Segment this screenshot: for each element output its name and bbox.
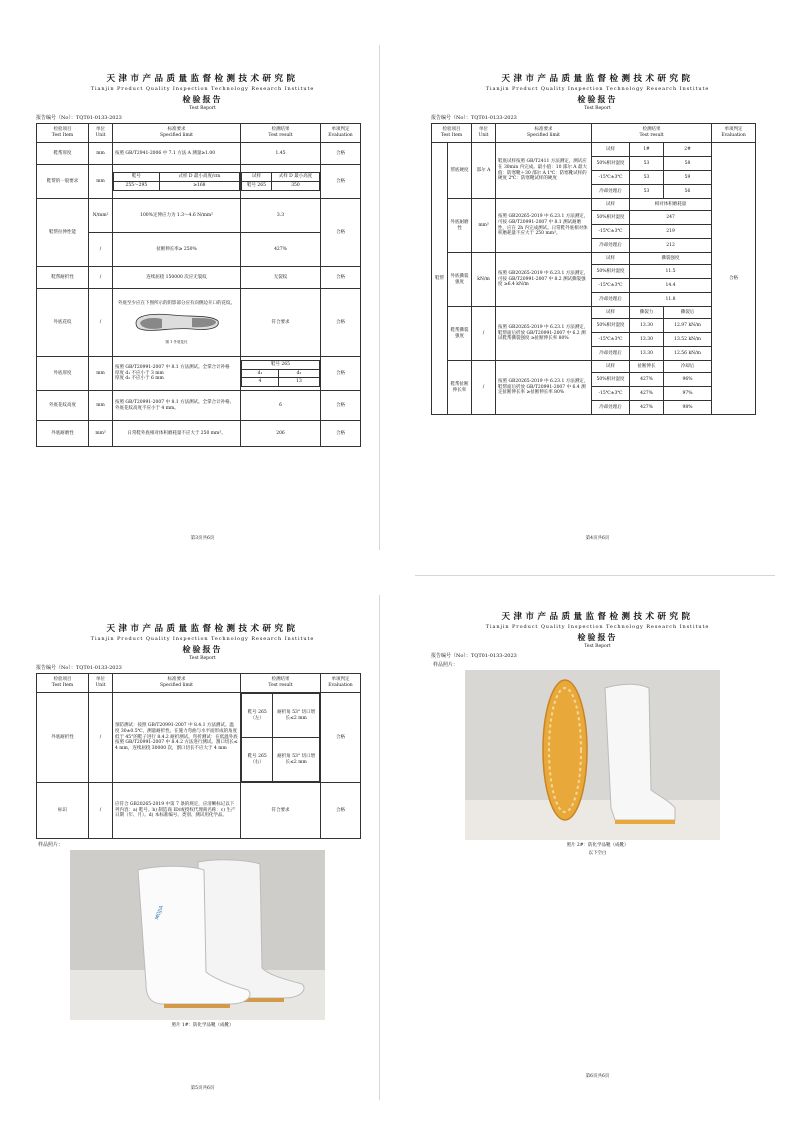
report-title: 检验报告: [182, 644, 223, 654]
report-number: 报告编号（No）：TQT01-0133-2023: [431, 115, 517, 121]
table-row: 鞋帮的一般要求 mm 鞋号 式样 D 最小高度/cm 255～295 ≥168 试样 式样 D 最小高度 鞋号 265 350 合格: [37, 165, 361, 199]
header-cell: 检测结果 Test result: [241, 674, 321, 693]
table-row: 鞋帮厚度 mm 按照 GB/T2941-2006 中 7.1 方法 A 测量≥1.00 1.45 合格: [37, 143, 361, 165]
table-row: 外底耐磨性 mm³ 按照 GB20265-2019 中 6.23.1 方法测定，可按 GB/T20991-2007 中 8.1 测试耐磨性，应在 2h 内完成测试。日常鞋外底相对体积磨耗量不应大于 250 mm³。 试样 相对体积磨耗量: [432, 199, 756, 211]
institute-name: 天津市产品质量监督检测技术研究院: [106, 74, 299, 84]
table-row: 鞋帮 帮底硬度 邵尔 A 鞋底试样按照 GB/T2411 方法测定，测试应在 30min 内完成。最小值：10 邵尔 A 最大值：防寒靴＋30 邵尔 A 1℃：防寒靴试样的硬度 2℃：防寒靴试样的硬度 试样 1# 2# 合格: [432, 143, 756, 157]
page-header: [30, 72, 375, 111]
page-footer: 第5页共6页: [190, 1086, 215, 1091]
table-row: 外底花纹高度 mm 按照 GB/T20991-2007 中 8.1 方法测试。全掌合计补格。外底花纹高度不应小于 4 mm。 6 合格: [37, 391, 361, 421]
header-cell: 检测结果 Test result: [241, 124, 321, 143]
page-footer: 第6页共6页: [585, 1074, 610, 1079]
report-number: 报告编号（No）：TQT01-0133-2023: [36, 115, 122, 121]
outsole-diagram: [132, 307, 222, 337]
report-number: 报告编号（No）：TQT01-0133-2023: [431, 653, 517, 659]
page-header: [30, 622, 375, 661]
page-header: [425, 72, 770, 111]
table-header-row: [37, 674, 361, 693]
institute-name-en: Tianjin Product Quality Inspection Technology Research Institute: [90, 636, 315, 642]
report-title-en: Test Report: [584, 106, 611, 111]
report-title: 检验报告: [577, 94, 618, 104]
table-row: 外底耐折性 / 预防测试：按照 GB/T20991-2007 中 8.4.1 方法测试。温度 30±0.5℃，测量耐折性。在施力弯曲与水平面形成的角度低于 45°的鞋子进行 8.4.2 耐折测试。弯折测试：在低温外底按照 GB/T20991-2007 中 8.4.2 方法进行测试。割口切长≤ 4 mm，连续屈挠 30000 次，割口切长不应大于 4 mm 鞋号 265（左） 耐折角 53° 切口增长≤2 mm 鞋号 265（右） 耐折角 53° 切口增长≤2 mm 合格: [37, 693, 361, 783]
photo-caption: 照片 1#：防化学品靴（成靴）: [171, 1023, 234, 1028]
sub-table: 鞋号 265（左） 耐折角 53° 切口增长≤2 mm 鞋号 265（右） 耐折角 53° 切口增长≤2 mm: [241, 693, 320, 782]
test-results-table: [36, 673, 361, 839]
institute-name: 天津市产品质量监督检测技术研究院: [501, 74, 694, 84]
report-page-6: [425, 578, 770, 1093]
header-cell: 检验项目 Test Item: [432, 124, 472, 143]
table-header-row: [37, 124, 361, 143]
header-cell: 检验项目 Test Item: [37, 674, 89, 693]
report-title-en: Test Report: [189, 106, 216, 111]
header-cell: 单位 Unit: [89, 124, 113, 143]
institute-name-en: Tianjin Product Quality Inspection Technology Research Institute: [90, 86, 315, 92]
table-row: 外底花纹 / 外底至少应在下图所示的阴影部分应有向侧边开口的花纹。 图 1 外底花纹 符合要求 合格: [37, 289, 361, 357]
sub-table: 试样 式样 D 最小高度 鞋号 265 350: [241, 172, 320, 191]
boot-photo-2: [465, 670, 720, 840]
table-row: 外底撕裂强度 kN/m 按照 GB20265-2019 中 6.23.1 方法测定，可按 GB/T20991-2007 中 8.2 测试撕裂强度 ≥6.4 kN/m 试样 撕裂强度: [432, 253, 756, 265]
table-row: 外底厚度 mm 按照 GB/T20991-2007 中 8.1 方法测试。全掌合计补格 厚度 d₁ 不应小于 3 mm 厚度 d₂ 不应小于 6 mm 鞋号 265 d₁ d₂ 4 13 合格: [37, 357, 361, 391]
table-header-row: [432, 124, 756, 143]
report-page-5: [30, 590, 375, 1105]
svg-text:MOJIA: MOJIA: [154, 904, 165, 921]
header-cell: 检验项目 Test Item: [37, 124, 89, 143]
sub-table: 鞋号 式样 D 最小高度/cm 255～295 ≥168: [113, 172, 240, 191]
photo-caption: 照片 2#：防化学品靴（成靴）: [566, 843, 629, 848]
report-page-4: [425, 40, 770, 555]
table-row: 鞋帮撕裂强度 / 按照 GB20265-2019 中 6.23.1 方法测定，鞋帮面后折放 GB/T20991-2007 中 6.2 测试鞋帮撕裂强度 ≥扯断伸长率 80% 试样 撕裂力 撕裂后: [432, 307, 756, 319]
table-row: 鞋帮扯断伸长率 / 按照 GB20265-2019 中 6.23.1 方法测定，鞋帮面后折放 GB/T20991-2007 中 6.4 测定扯断伸长率 ≥扯断伸长率 80% 试样 扯断伸长 冷却后: [432, 361, 756, 373]
evaluation-cell: 合格: [712, 143, 756, 415]
header-cell: 标准要求 Specified limit: [113, 124, 241, 143]
page-divider: [379, 595, 380, 1100]
page-header: [425, 610, 770, 649]
table-row: / 扯断伸长率≥ 250% 427%: [37, 233, 361, 267]
institute-name-en: Tianjin Product Quality Inspection Technology Research Institute: [485, 86, 710, 92]
group-label: 鞋帮: [432, 143, 448, 415]
header-cell: 标准要求 Specified limit: [496, 124, 592, 143]
table-row: 鞋帮拉伸性能 N/mm² 100%定伸应力为 1.3～4.6 N/mm² 3.3 合格: [37, 199, 361, 233]
test-results-table: [36, 123, 361, 447]
header-cell: 单项判定 Evaluation: [712, 124, 756, 143]
photo-label: 样品照片：: [38, 842, 64, 848]
header-cell: 单位 Unit: [472, 124, 496, 143]
report-page-3: [30, 40, 375, 555]
table-row: 外底耐磨性 mm³ 日常鞋外底相对体积磨耗量不应大于 250 mm³。 206 合格: [37, 421, 361, 447]
test-results-table: 检验项目 Test Item 单位 Unit 标准要求 Specified limit 检测结果 Test result 单项判定 Evaluation 鞋帮 帮底硬度 邵尔 A 鞋底试样按照 GB/T2411 方法测定，测试应在 30min 内完成。最小值：10 邵尔 A 最大值：防寒靴＋30 邵尔 A 1℃：防寒靴试样的硬度 2℃：防寒靴试样的硬度 试样 1# 2# 合格 50%相对湿度 53 58 -15℃±3℃ 53 59 冷却处理后 53 56 外底耐磨性 mm³ 按照 GB20265-2019 中 6.23.1 方法测定，可按 GB/T20991-2007 中 8.1 测试耐磨性，应在 2h 内完成测试。日常鞋外底相对体积磨耗量不应大于 250 mm³。 试样 相对体积磨耗量 50%相对湿度 247 -15℃±3℃ 219 冷却处理后 212 外底撕裂强度 kN/m 按照 GB20265-2019 中 6.23.1 方法测定，可按 GB/T20991-2007 中 8.2 测试撕裂强度 ≥6.4 kN/m 试样 撕裂强度 50%相对湿度 11.5 -15℃±3℃ 14.4 冷却处理后 11.8 鞋帮撕裂强度 / 按照 GB20265-2019 中 6.23.1 方法测定，鞋帮面后折放 GB/T20991-2007 中 6.2 测试鞋帮撕裂强度 ≥扯断伸长率 80% 试样 撕裂力 撕裂后 50%相对湿度 13.30 12.97 kN/m -15℃±3℃ 13.30 13.52 kN/m 冷却处理后 13.30 12.56 kN/m 鞋帮扯断伸长率 / 按照 GB20265-2019 中 6.23.1 方法测定，鞋帮面后折放 GB/T20991-2007 中 6.4 测定扯断伸长率 ≥扯断伸长率 80% 试样 扯断伸长 冷却后 50%相对湿度 427% 96% -15℃±3℃ 427% 97% 冷却处理后 427% 98%: [431, 123, 756, 415]
report-title-en: Test Report: [584, 644, 611, 649]
boot-photo-1: [70, 850, 325, 1020]
header-cell: 单项判定 Evaluation: [321, 674, 361, 693]
header-cell: 检测结果 Test result: [592, 124, 712, 143]
blank-notice: 以下空白: [588, 851, 607, 856]
page-footer: 第4页共6页: [585, 536, 610, 541]
header-cell: 单位 Unit: [89, 674, 113, 693]
institute-name: 天津市产品质量监督检测技术研究院: [501, 612, 694, 622]
report-number: 报告编号（No）：TQT01-0133-2023: [36, 665, 122, 671]
page-divider: [379, 45, 380, 550]
institute-name: 天津市产品质量监督检测技术研究院: [106, 624, 299, 634]
page-divider: [415, 575, 775, 576]
header-cell: 单项判定 Evaluation: [321, 124, 361, 143]
report-title-en: Test Report: [189, 656, 216, 661]
report-title: 检验报告: [577, 632, 618, 642]
institute-name-en: Tianjin Product Quality Inspection Technology Research Institute: [485, 624, 710, 630]
report-title: 检验报告: [182, 94, 223, 104]
table-row: 标识 / 应符合 GB20265-2019 中第 7 条的规定，应清晰标记以下列内容：a) 鞋号。b) 制造商 ID/或授权代理商名称：c) 生产日期（年、月）。d) 本标准编号、类别、测试用化学品。 符合要求 合格: [37, 783, 361, 839]
page-footer: 第3页共6页: [190, 536, 215, 541]
photo-label: 样品照片：: [433, 662, 459, 668]
table-row: 鞋帮耐折性 / 连续屈挠 150000 次应无裂纹 无裂纹 合格: [37, 267, 361, 289]
header-cell: 标准要求 Specified limit: [113, 674, 241, 693]
sub-table: 鞋号 265 d₁ d₂ 4 13: [241, 360, 320, 388]
